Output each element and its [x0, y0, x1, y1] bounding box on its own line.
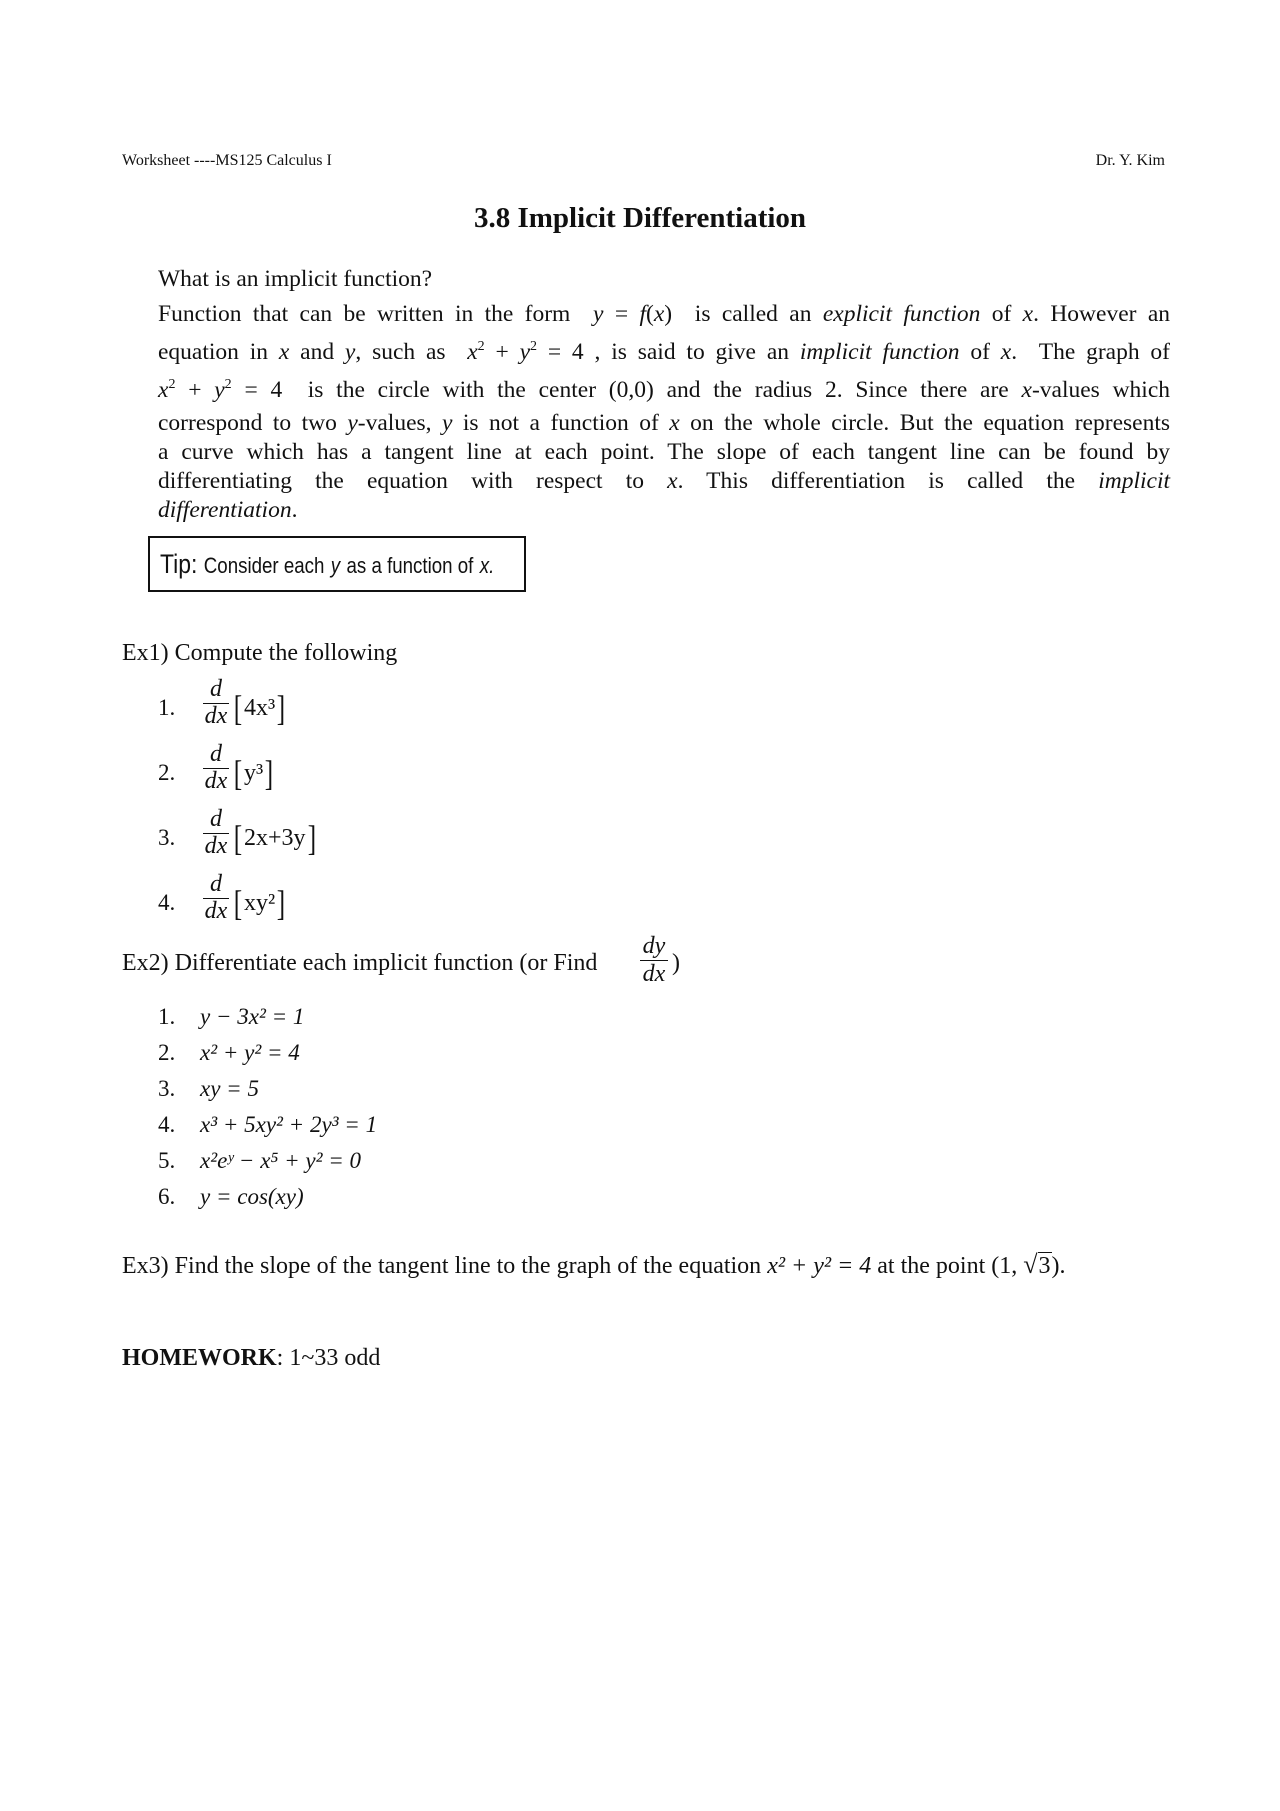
homework-label: HOMEWORK [122, 1345, 277, 1371]
ex2-equation: y − 3x² = 1 [200, 1004, 305, 1029]
ex1-expression: y³ [244, 760, 264, 786]
ex2-item [158, 1076, 259, 1102]
item-number: 3. [158, 825, 176, 850]
page-title: 3.8 Implicit Differentiation [473, 202, 807, 234]
ex2-equation: x²eʸ − x⁵ + y² = 0 [200, 1148, 362, 1173]
item-number: 5. [158, 1148, 176, 1173]
ex3-text-b: at the point [877, 1253, 986, 1279]
ex1-expression: 4x³ [244, 695, 276, 721]
ex3-point: (1, √3). [991, 1250, 1066, 1279]
ex2-equation: x² + y² = 4 [200, 1040, 300, 1065]
ex2-item [158, 1184, 304, 1210]
ex2-equation: y = cos(xy) [200, 1184, 304, 1209]
ex1-expression: xy² [244, 890, 276, 916]
tip-text-a: Consider each [203, 552, 325, 578]
ex1-expression: 2x+3y [244, 825, 306, 851]
ex2-item [158, 1148, 361, 1174]
tip-text-b: as a function of [346, 552, 474, 578]
header-course: Worksheet ----MS125 Calculus I [122, 152, 332, 169]
item-number: 2. [158, 1040, 176, 1065]
term-implicit: implicit function [799, 339, 960, 365]
item-number: 6. [158, 1184, 176, 1209]
ex2-close-paren: ) [672, 950, 680, 976]
ex2-item [158, 1112, 377, 1138]
ex2-item [158, 1004, 304, 1030]
tip-box [148, 536, 526, 592]
homework-line [122, 1345, 380, 1372]
derivative-operator: d dx [204, 676, 228, 729]
item-number: 3. [158, 1076, 176, 1101]
ex2-heading: Ex2) Differentiate each implicit function (or Find [122, 950, 598, 976]
ex3-text-a: Ex3) Find the slope of the tangent line to the graph of the equation [122, 1253, 762, 1279]
ex2-equation: xy = 5 [200, 1076, 259, 1101]
derivative-operator: d dx [204, 871, 228, 924]
dy-dx-fraction [640, 932, 668, 987]
derivative-operator: d dx [204, 806, 228, 859]
ex3-equation: x² + y² = 4 [767, 1253, 872, 1279]
item-number: 1. [158, 695, 176, 720]
tip-label: Tip: [160, 548, 198, 579]
intro-paragraph: Function that can be written in the form y = f(x) is called an explicit function of x. However an equation in x and y, such as $x^2 + y^2 = 4$ , is said to give an implicit function of x. The graph of $x^2 + y^2 = 4$ is the circle with the center (0,0) and the radius 2. Since there are x-values which correspond to two y-values, y is not a function of x on the whole circle. But the equation represents a curve which has a tangent line at each point. The slope of each tangent line can be found by differentiating the equation with respect to x. This differentiation is called the implicit differentiation. [158, 301, 1171, 523]
intro-question: What is an implicit function? [158, 266, 433, 292]
item-number: 2. [158, 760, 176, 785]
term-explicit: explicit function [822, 301, 981, 327]
derivative-operator: d dx [204, 741, 228, 794]
item-number: 1. [158, 1004, 176, 1029]
ex3-question [122, 1250, 1066, 1280]
ex2-item [158, 1040, 300, 1066]
ex2-equation: x³ + 5xy² + 2y³ = 1 [200, 1112, 378, 1137]
sqrt-symbol: √3 [1023, 1250, 1051, 1279]
tip-var-y: y [330, 552, 341, 578]
term-implicit-differentiation: differentiation [158, 497, 292, 523]
homework-text: : 1~33 odd [276, 1345, 381, 1371]
frac-numerator: dy [642, 933, 666, 959]
frac-denominator: dx [642, 961, 666, 987]
ex1-heading: Ex1) Compute the following [122, 640, 398, 666]
tip-var-x: x. [479, 552, 495, 578]
item-number: 4. [158, 1112, 176, 1137]
header-instructor: Dr. Y. Kim [1095, 152, 1165, 169]
item-number: 4. [158, 890, 176, 915]
